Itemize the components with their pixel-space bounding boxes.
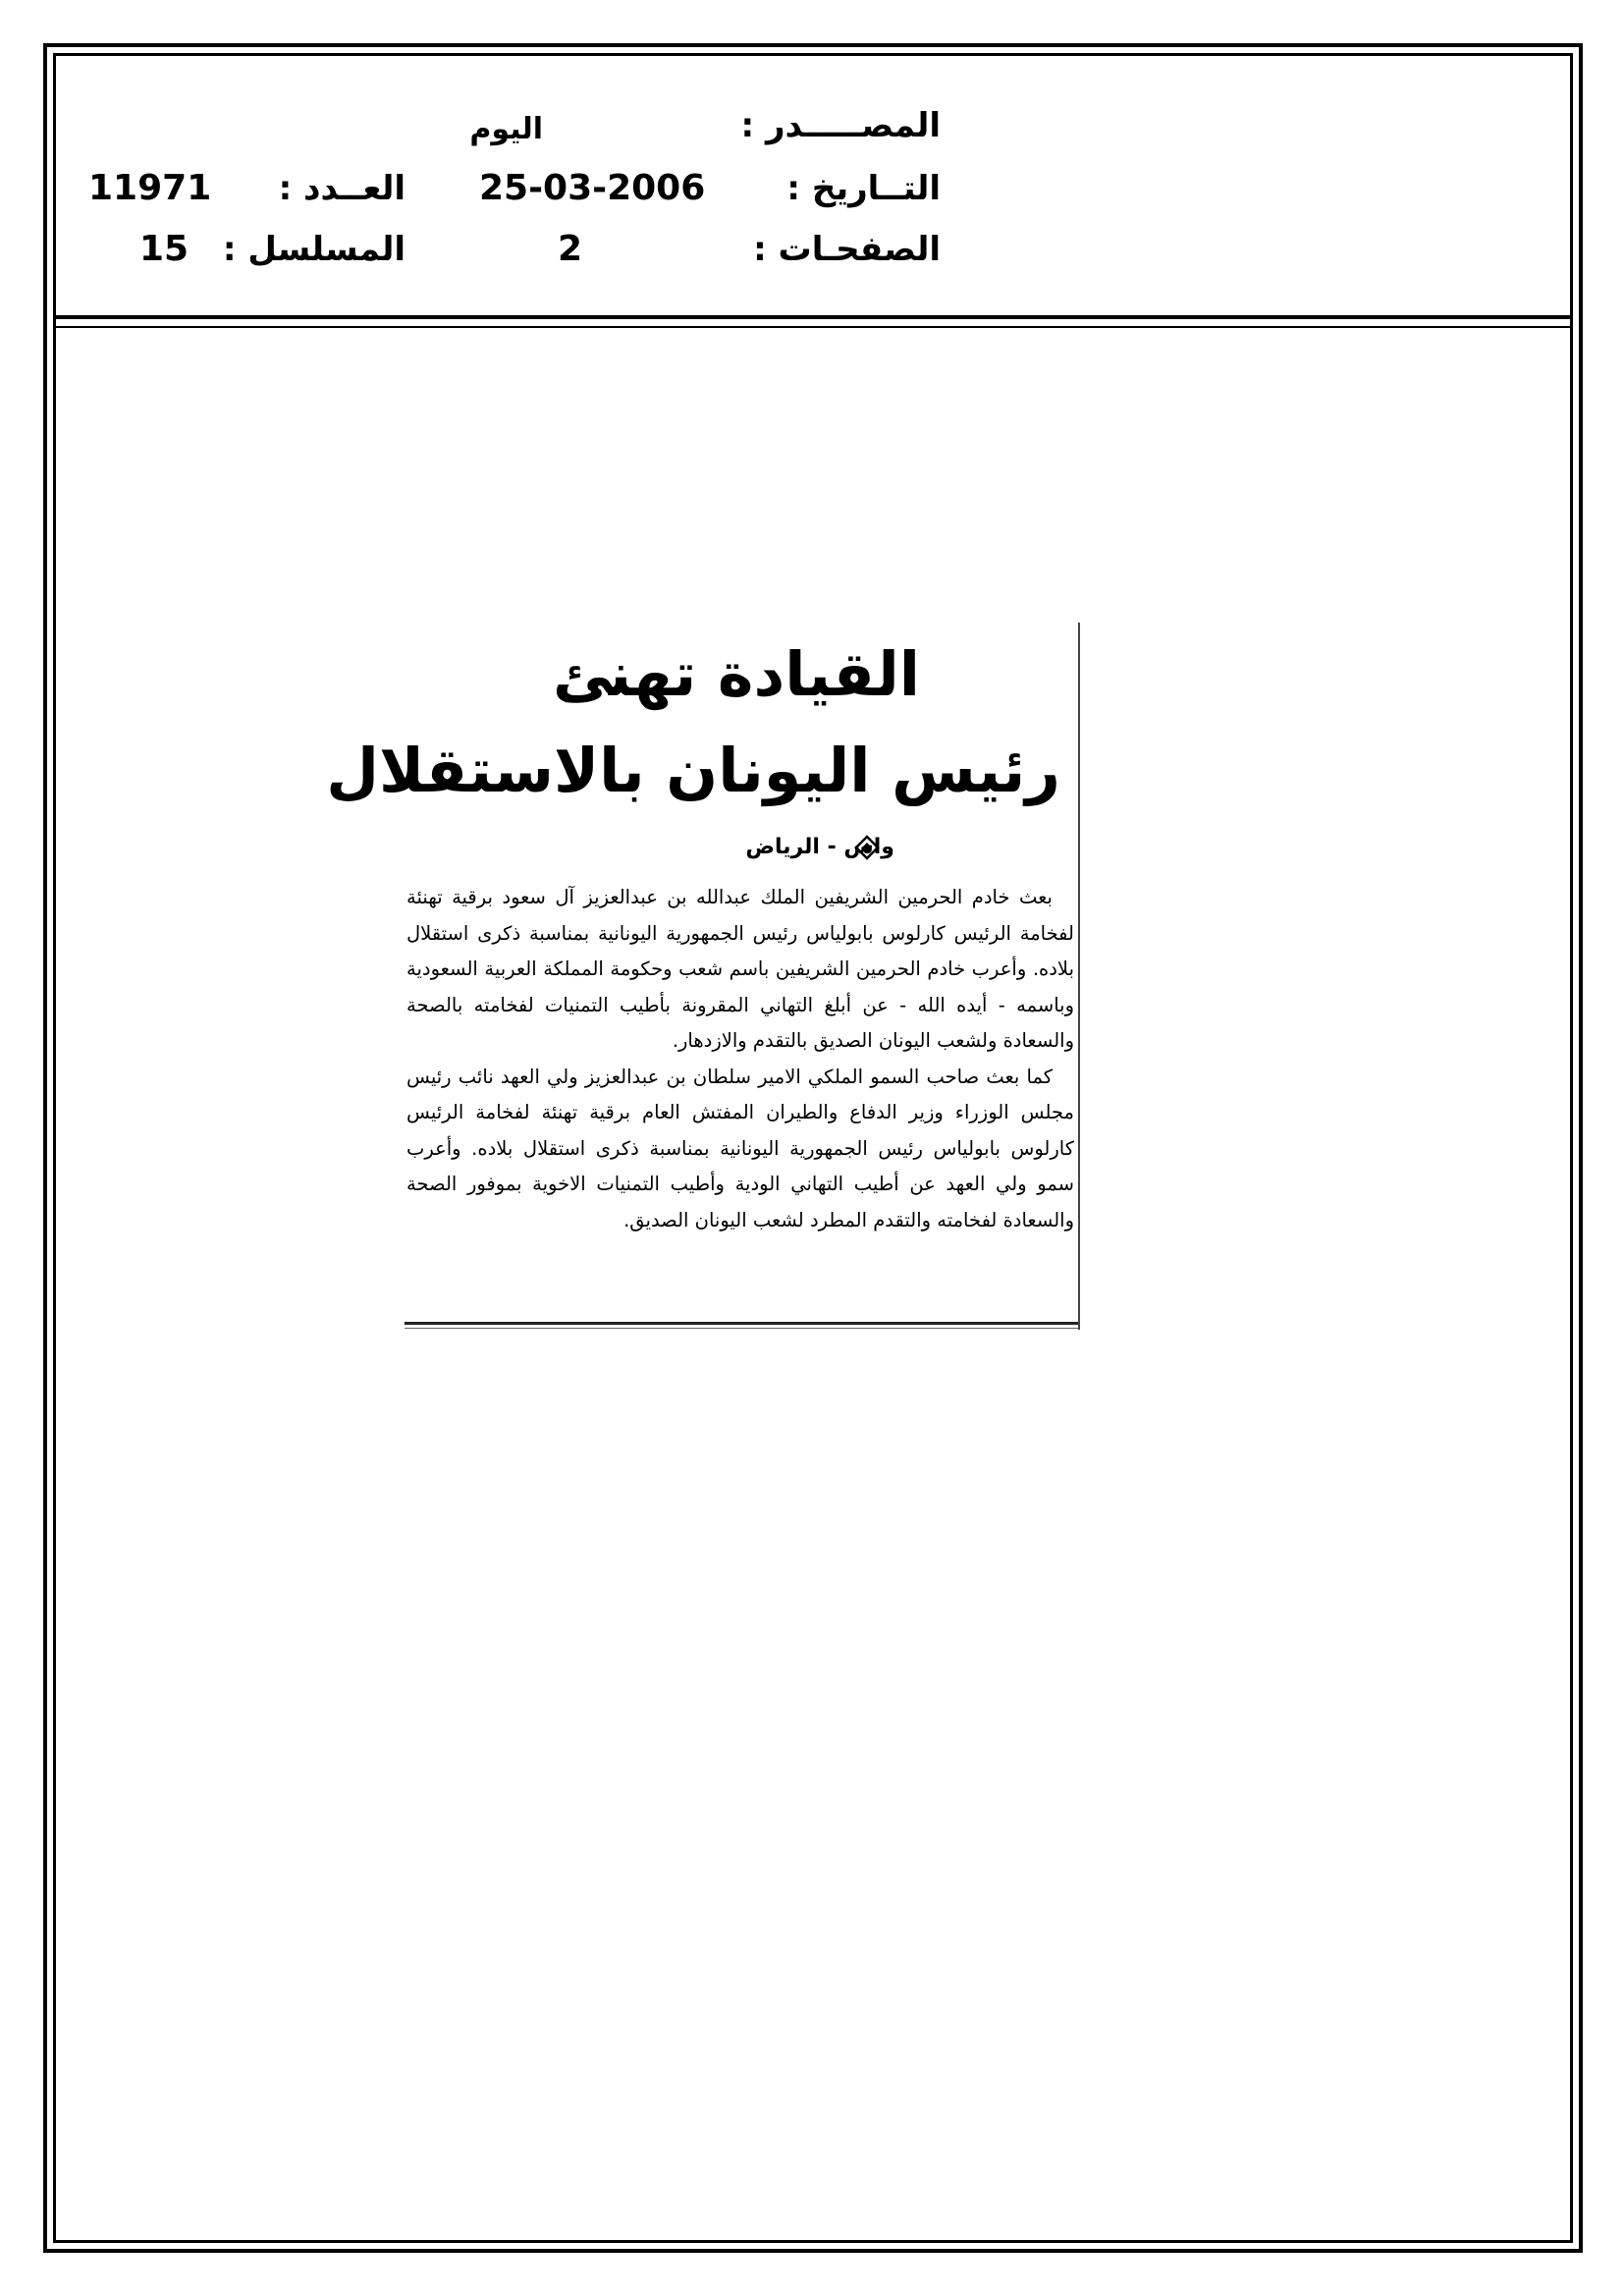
clipping-column-rule [1078,623,1080,1330]
article-byline: واس - الرياض [745,835,894,859]
article-body [406,880,1074,1238]
date-value: 25-03-2006 [479,168,706,208]
header-divider [53,315,1573,319]
article-paragraph-1: بعث خادم الحرمين الشريفين الملك عبدالله بن عبدالعزيز آل سعود برقية تهنئة لفخامة الرئيس كارلوس بابولياس رئيس الجمهورية اليونانية بمناسبة ذكرى استقلال بلاده. وأعرب خادم الحرمين الشريفين باسم شعب وحكومة المملكة العربية السعودية وباسمه - أيده الله - عن أبلغ التهاني المقرونة بأطيب التمنيات لفخامته بالصحة والسعادة ولشعب اليونان الصديق بالتقدم والازدهار. [406,886,1074,1052]
pages-label: الصفحـات : [753,230,941,269]
date-label: التــاريخ : [786,169,941,208]
clipping-bottom-rule [405,1322,1078,1325]
issue-label: العــدد : [278,169,406,208]
headline-line-2: رئيس اليونان بالاستقلال [326,735,1060,806]
clipping-bottom-rule-thin [405,1328,1078,1329]
header-divider-secondary [53,326,1573,328]
source-label: المصـــــدر : [740,106,941,145]
article-paragraph-2: كما بعث صاحب السمو الملكي الامير سلطان بن عبدالعزيز ولي العهد نائب رئيس مجلس الوزراء وزير الدفاع والطيران المفتش العام برقية تهنئة لفخامة الرئيس كارلوس بابولياس رئيس الجمهورية اليونانية بمناسبة ذكرى استقلال بلاده. وأعرب سمو ولي العهد عن أطيب التهاني الودية وأطيب التمنيات الاخوية بموفور الصحة والسعادة لفخامته والتقدم المطرد لشعب اليونان الصديق. [406,1065,1074,1231]
issue-value: 11971 [88,168,212,208]
headline-line-1: القيادة تهنئ [552,638,921,710]
serial-label: المسلسل : [222,230,406,269]
pages-value: 2 [558,229,583,269]
source-value: اليوم [469,112,543,146]
serial-value: 15 [139,229,189,269]
